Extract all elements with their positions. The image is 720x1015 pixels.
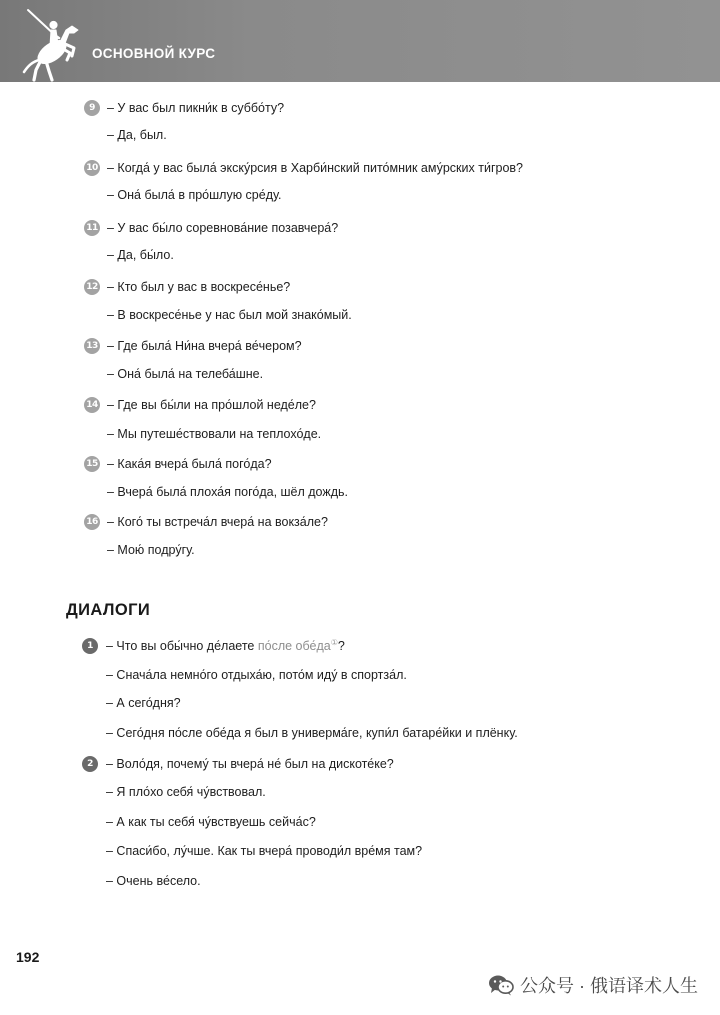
page-number: 192 <box>16 949 40 965</box>
item-number-badge: 15 <box>84 456 100 472</box>
item-number-badge: 13 <box>84 338 100 354</box>
dialogue-line: – Сего́дня по́сле обе́да я был в универма́ге, купи́л батаре́йки и плёнку. <box>106 726 518 740</box>
wechat-icon <box>488 974 514 996</box>
question-line: – Где была́ Ни́на вчера́ ве́чером? <box>107 339 302 353</box>
question-line: – Кака́я вчера́ была́ пого́да? <box>107 457 272 471</box>
header-bar <box>0 0 720 82</box>
dialogue-number-badge: 2 <box>82 756 98 772</box>
dialogue-line <box>106 638 345 654</box>
dialogue-line: – Спаси́бо, лу́чше. Как ты вчера́ проводи́л вре́мя там? <box>106 844 423 858</box>
dialogue-line: – Снача́ла немно́го отдыха́ю, пото́м иду́ в спортза́л. <box>106 668 407 682</box>
watermark <box>488 972 698 998</box>
dialogue-number-badge: 1 <box>82 638 98 654</box>
question-line: – Кого́ ты встреча́л вчера́ на вокза́ле? <box>107 515 328 529</box>
answer-line: – Вчера́ была́ плоха́я пого́да, шёл дождь. <box>107 485 349 499</box>
dialogue-line: – А как ты себя́ чу́вствуешь сейча́с? <box>106 815 316 829</box>
item-number-badge: 16 <box>84 514 100 530</box>
question-line: – Когда́ у вас была́ экску́рсия в Харби́нский пито́мник аму́рских ти́гров? <box>107 161 523 175</box>
item-number-badge: 12 <box>84 279 100 295</box>
item-number-badge: 11 <box>84 220 100 236</box>
answer-line: – Она́ была́ в про́шлую сре́ду. <box>107 188 282 202</box>
question-line: – У вас был пикни́к в суббо́ту? <box>107 101 285 115</box>
answer-line: – В воскресе́нье у нас был мой знако́мый. <box>107 308 352 322</box>
section-title: ОСНОВНОЙ КУРС <box>92 46 216 61</box>
item-number-badge: 10 <box>84 160 100 176</box>
dialogue-line: – Я пло́хо себя́ чу́вствовал. <box>106 785 266 799</box>
answer-line: – Да, бы́ло. <box>107 248 174 262</box>
highlighted-phrase: по́сле обе́да <box>257 639 331 653</box>
dialogues-heading: ДИАЛОГИ <box>66 601 151 619</box>
answer-line: – Она́ была́ на телеба́шне. <box>107 367 264 381</box>
dialogue-line: – Воло́дя, почему́ ты вчера́ не́ был на дискоте́ке? <box>106 757 394 771</box>
dialogue-text: ? <box>337 639 345 653</box>
watermark-text: 公众号 · 俄语译术人生 <box>520 976 698 996</box>
item-number-badge: 9 <box>84 100 100 116</box>
answer-line: – Да, был. <box>107 128 167 142</box>
item-number-badge: 14 <box>84 397 100 413</box>
question-line: – Кто был у вас в воскресе́нье? <box>107 280 291 294</box>
dialogue-line: – Очень ве́село. <box>106 874 201 888</box>
question-line: – Где вы бы́ли на про́шлой неде́ле? <box>107 398 316 412</box>
answer-line: – Мою́ подру́гу. <box>107 543 195 557</box>
footnote-marker: ① <box>330 637 338 647</box>
answer-line: – Мы путеше́ствовали на теплохо́де. <box>107 427 322 441</box>
dialogue-line: – А сего́дня? <box>106 696 181 710</box>
question-line: – У вас бы́ло соревнова́ние позавчера́? <box>107 221 339 235</box>
dialogue-text: – Что вы обы́чно де́лаете <box>106 639 258 653</box>
knight-logo-icon <box>16 6 84 82</box>
